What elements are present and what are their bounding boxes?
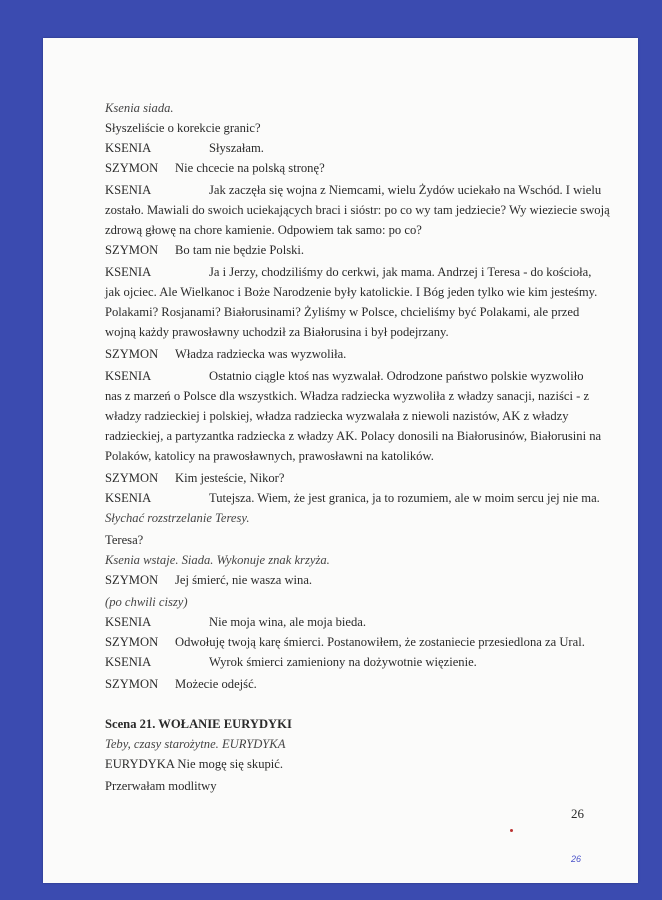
speaker-name: KSENIA	[105, 615, 152, 629]
line-text: Słyszałam.	[209, 141, 264, 155]
line-text: Ja i Jerzy, chodziliśmy do cerkwi, jak mama. Andrzej i Teresa - do kościoła,	[209, 265, 592, 279]
line-text: Ksenia wstaje. Siada. Wykonuje znak krzyża.	[105, 553, 330, 567]
ink-dot	[510, 829, 513, 832]
dialogue-line	[105, 470, 284, 486]
line-text: Ksenia siada.	[105, 101, 174, 115]
document-page	[43, 38, 638, 883]
line-text: Nie moja wina, ale moja bieda.	[209, 615, 367, 629]
line-text: Jej śmierć, nie wasza wina.	[175, 573, 313, 587]
line-text: (po chwili ciszy)	[105, 595, 188, 609]
stage-direction	[105, 552, 330, 568]
text-line	[105, 284, 597, 300]
page-number: 26	[571, 806, 584, 821]
line-text: Słyszeliście o korekcie granic?	[105, 121, 261, 135]
text-line	[105, 388, 589, 404]
scene-heading	[105, 716, 292, 732]
speaker-name: SZYMON	[105, 471, 159, 485]
line-text: Ostatnio ciągle ktoś nas wyzwalał. Odrodzone państwo polskie wyzwoliło	[209, 369, 584, 383]
line-text: wojną każdy prawosławny uchodził za Białorusina i był podejrzany.	[105, 325, 449, 339]
dialogue-line	[105, 242, 304, 258]
dialogue-line	[105, 676, 257, 692]
dialogue-line	[105, 368, 584, 384]
text-line	[105, 120, 261, 136]
line-text: Odwołuję twoją karę śmierci. Postanowiłem, że zostaniecie przesiedlona za Ural.	[175, 635, 585, 649]
line-text: Tutejsza. Wiem, że jest granica, ja to rozumiem, ale w moim sercu jej nie ma.	[209, 491, 600, 505]
dialogue-line	[105, 264, 591, 280]
speaker-name: SZYMON	[105, 243, 159, 257]
text-line	[105, 408, 569, 424]
text-line	[105, 324, 449, 340]
line-text: Polaków, katolicy na prawosławnych, prawosławni na katolików.	[105, 449, 434, 463]
line-text: nas z marzeń o Polsce dla wszystkich. Władza radziecka wyzwoliła z władzy sanacji, naziści - z	[105, 389, 590, 403]
speaker-name: KSENIA	[105, 183, 152, 197]
text-line	[105, 778, 217, 794]
speaker-name: KSENIA	[105, 369, 152, 383]
text-line	[105, 532, 143, 548]
text-line	[105, 756, 283, 772]
speaker-name: KSENIA	[105, 141, 152, 155]
dialogue-line	[105, 140, 264, 156]
speaker-name: SZYMON	[105, 677, 159, 691]
speaker-name: SZYMON	[105, 161, 159, 175]
line-text: Polakami? Rosjanami? Białorusinami? Żyliśmy w Polsce, chcieliśmy być Polakami, ale przed	[105, 305, 580, 319]
speaker-name: KSENIA	[105, 265, 152, 279]
stage-direction	[105, 100, 174, 116]
line-text: Słychać rozstrzelanie Teresy.	[105, 511, 250, 525]
line-text: zdrową głowę na chore kamienie. Odpowiem tak samo: po co?	[105, 223, 422, 237]
speaker-name: SZYMON	[105, 573, 159, 587]
line-text: władzy radzieckiej i polskiej, władza radziecka wyzwalała z niewoli nazistów, AK z władzy	[105, 409, 569, 423]
dialogue-line	[105, 634, 585, 650]
text-line	[105, 222, 422, 238]
text-line	[105, 304, 579, 320]
dialogue-line	[105, 182, 601, 198]
dialogue-line	[105, 572, 312, 588]
line-text: Teby, czasy starożytne. EURYDYKA	[105, 737, 286, 751]
line-text: Scena 21. WOŁANIE EURYDYKI	[105, 717, 292, 731]
speaker-name: SZYMON	[105, 635, 159, 649]
line-text: radzieckiej, a partyzantka radziecka z władzy AK. Polacy donosili na Białorusinów, Białorusini na	[105, 429, 602, 443]
line-text: Kim jesteście, Nikor?	[175, 471, 285, 485]
dialogue-line	[105, 160, 325, 176]
text-line	[105, 202, 610, 218]
line-text: Władza radziecka was wyzwoliła.	[175, 347, 347, 361]
text-line	[105, 428, 601, 444]
stage-direction	[105, 594, 188, 610]
stage-direction	[105, 736, 285, 752]
line-text: Wyrok śmierci zamieniony na dożywotnie więzienie.	[209, 655, 477, 669]
line-text: EURYDYKA Nie mogę się skupić.	[105, 757, 284, 771]
dialogue-line	[105, 346, 346, 362]
line-text: Możecie odejść.	[175, 677, 257, 691]
dialogue-line	[105, 654, 477, 670]
line-text: zostało. Mawiali do swoich uciekających braci i sióstr: po co wy tam jedziecie? Wy wieziecie swoją	[105, 203, 610, 217]
text-line	[105, 448, 434, 464]
handwritten-page-number: 26	[571, 854, 582, 864]
dialogue-line	[105, 490, 600, 506]
line-text: jak ojciec. Ale Wielkanoc i Boże Narodzenie były katolickie. I Bóg jeden tylko wie kim jesteśmy.	[105, 285, 598, 299]
line-text: Przerwałam modlitwy	[105, 779, 217, 793]
line-text: Teresa?	[105, 533, 144, 547]
line-text: Nie chcecie na polską stronę?	[175, 161, 325, 175]
dialogue-line	[105, 614, 366, 630]
speaker-name: SZYMON	[105, 347, 159, 361]
stage-direction	[105, 510, 249, 526]
line-text: Jak zaczęła się wojna z Niemcami, wielu Żydów uciekało na Wschód. I wielu	[209, 183, 602, 197]
line-text: Bo tam nie będzie Polski.	[175, 243, 305, 257]
speaker-name: KSENIA	[105, 491, 152, 505]
speaker-name: KSENIA	[105, 655, 152, 669]
